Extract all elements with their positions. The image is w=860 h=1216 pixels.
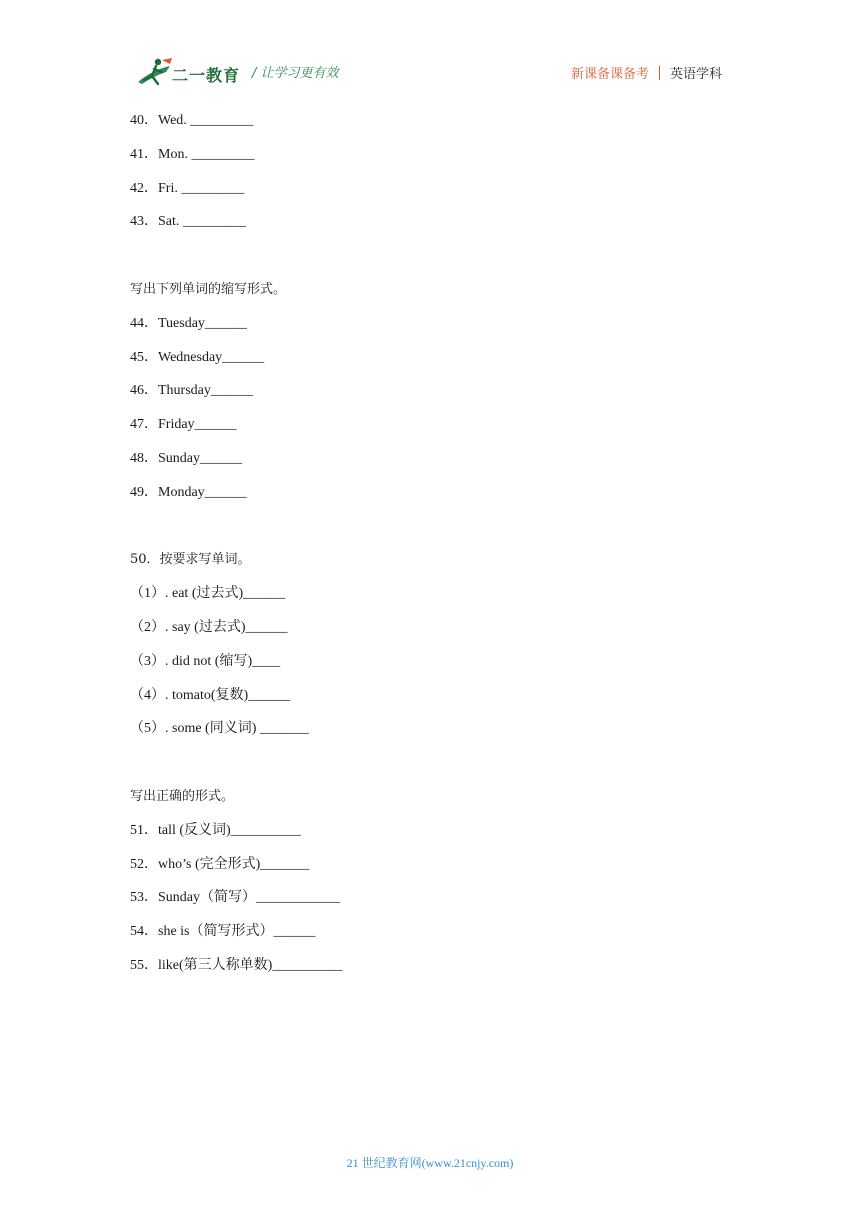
question-50-1: （1）. eat (过去式)______ — [130, 586, 286, 602]
header-right — [571, 63, 722, 82]
page-header — [0, 0, 860, 100]
section-spacer — [130, 246, 730, 280]
question-51: 51．tall (反义词)__________ — [130, 822, 301, 838]
question-43: 43．Sat. _________ — [130, 214, 246, 230]
section-instruction-correct-form: 写出正确的形式。 — [130, 788, 235, 804]
section-instruction-abbreviation: 写出下列单词的缩写形式。 — [130, 281, 287, 297]
question-49: 49．Monday______ — [130, 484, 247, 500]
question-47: 47．Friday______ — [130, 417, 237, 433]
question-50-4: （4）. tomato(复数)______ — [130, 687, 291, 703]
question-55: 55．like(第三人称单数)__________ — [130, 957, 343, 973]
question-50-2: （2）. say (过去式)______ — [130, 619, 288, 635]
question-50-title: 50．按要求写单词。 — [130, 552, 251, 568]
worksheet-content — [130, 111, 730, 990]
question-41: 41．Mon. _________ — [130, 146, 255, 162]
question-52: 52．who’s (完全形式)_______ — [130, 856, 310, 872]
question-45: 45．Wednesday______ — [130, 349, 265, 365]
header-subject: 英语学科 — [669, 67, 722, 82]
page-footer: 21 世纪教育网(www.21cnjy.com) — [346, 1156, 514, 1170]
logo-text: 二一教育 — [172, 66, 241, 85]
header-tagline: 新课备课备考 — [570, 67, 649, 82]
question-50-5: （5）. some (同义词) _______ — [130, 721, 309, 737]
question-40: 40．Wed. _________ — [130, 113, 254, 128]
question-42: 42．Fri. _________ — [130, 180, 245, 196]
section-spacer — [130, 753, 730, 787]
header-slogan: / 让学习更有效 — [252, 66, 339, 81]
header-divider — [659, 66, 660, 80]
question-53: 53．Sunday（简写）____________ — [130, 890, 340, 906]
question-48: 48．Sunday______ — [130, 450, 242, 466]
question-44: 44．Tuesday______ — [130, 315, 247, 331]
question-50-3: （3）. did not (缩写)____ — [130, 653, 281, 669]
question-54: 54．she is（简写形式）______ — [130, 924, 316, 940]
section-spacer — [130, 517, 730, 551]
question-46: 46．Thursday______ — [130, 383, 253, 399]
